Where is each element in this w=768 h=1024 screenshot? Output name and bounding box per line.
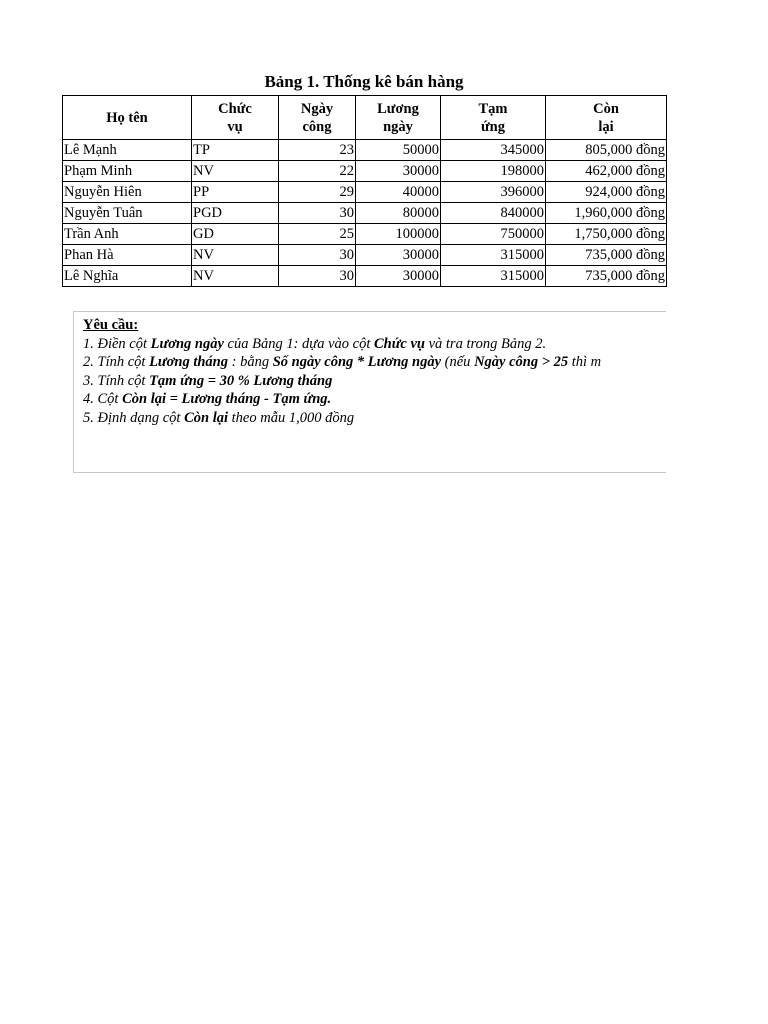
header-con-lai: Còn lại: [546, 96, 667, 140]
cell-remaining[interactable]: 735,000 đồng: [546, 266, 667, 287]
cell-position[interactable]: GD: [192, 224, 279, 245]
cell-remaining[interactable]: 924,000 đồng: [546, 182, 667, 203]
cell-daily-wage[interactable]: 100000: [356, 224, 441, 245]
cell-advance[interactable]: 315000: [441, 245, 546, 266]
cell-work-days[interactable]: 23: [279, 140, 356, 161]
cell-daily-wage[interactable]: 30000: [356, 266, 441, 287]
cell-daily-wage[interactable]: 50000: [356, 140, 441, 161]
cell-position[interactable]: TP: [192, 140, 279, 161]
cell-name[interactable]: Nguyễn Tuân: [63, 203, 192, 224]
cell-work-days[interactable]: 30: [279, 203, 356, 224]
cell-name[interactable]: Phan Hà: [63, 245, 192, 266]
header-ho-ten: Họ tên: [63, 96, 192, 140]
cell-remaining[interactable]: 805,000 đồng: [546, 140, 667, 161]
cell-position[interactable]: NV: [192, 266, 279, 287]
header-chuc-vu: Chức vụ: [192, 96, 279, 140]
requirement-item-1: 1. Điền cột Lương ngày của Bảng 1: dựa vào cột Chức vụ và tra trong Bảng 2.: [83, 335, 547, 352]
cell-advance[interactable]: 840000: [441, 203, 546, 224]
cell-advance[interactable]: 315000: [441, 266, 546, 287]
requirements-heading: Yêu cầu:: [83, 317, 139, 333]
cell-remaining[interactable]: 1,750,000 đồng: [546, 224, 667, 245]
cell-position[interactable]: PGD: [192, 203, 279, 224]
cell-work-days[interactable]: 30: [279, 266, 356, 287]
requirement-item-4: 4. Cột Còn lại = Lương tháng - Tạm ứng.: [83, 391, 332, 407]
cell-name[interactable]: Trần Anh: [63, 224, 192, 245]
cell-name[interactable]: Nguyễn Hiên: [63, 182, 192, 203]
header-luong-ngay: Lương ngày: [356, 96, 441, 140]
cell-advance[interactable]: 345000: [441, 140, 546, 161]
cell-work-days[interactable]: 30: [279, 245, 356, 266]
cell-daily-wage[interactable]: 80000: [356, 203, 441, 224]
cell-remaining[interactable]: 735,000 đồng: [546, 245, 667, 266]
cell-work-days[interactable]: 29: [279, 182, 356, 203]
requirement-item-5: 5. Định dạng cột Còn lại theo mẫu 1,000 đồng: [83, 409, 355, 426]
requirement-item-2: 2. Tính cột Lương tháng : bằng Số ngày công * Lương ngày (nếu Ngày công > 25 thì m: [83, 354, 602, 370]
cell-name[interactable]: Lê Nghĩa: [63, 266, 192, 287]
cell-remaining[interactable]: 462,000 đồng: [546, 161, 667, 182]
cell-position[interactable]: NV: [192, 245, 279, 266]
cell-work-days[interactable]: 25: [279, 224, 356, 245]
cell-position[interactable]: PP: [192, 182, 279, 203]
page-title: Bảng 1. Thống kê bán hàng: [264, 72, 464, 91]
cell-name[interactable]: Phạm Minh: [63, 161, 192, 182]
cell-advance[interactable]: 198000: [441, 161, 546, 182]
header-ngay-cong: Ngày công: [279, 96, 356, 140]
cell-daily-wage[interactable]: 40000: [356, 182, 441, 203]
cell-work-days[interactable]: 22: [279, 161, 356, 182]
cell-remaining[interactable]: 1,960,000 đồng: [546, 203, 667, 224]
header-tam-ung: Tạm ứng: [441, 96, 546, 140]
cell-position[interactable]: NV: [192, 161, 279, 182]
requirements-box[interactable]: [73, 311, 666, 473]
cell-advance[interactable]: 750000: [441, 224, 546, 245]
cell-daily-wage[interactable]: 30000: [356, 245, 441, 266]
cell-advance[interactable]: 396000: [441, 182, 546, 203]
cell-name[interactable]: Lê Mạnh: [63, 140, 192, 161]
cell-daily-wage[interactable]: 30000: [356, 161, 441, 182]
requirement-item-3: 3. Tính cột Tạm ứng = 30 % Lương tháng: [83, 372, 333, 389]
